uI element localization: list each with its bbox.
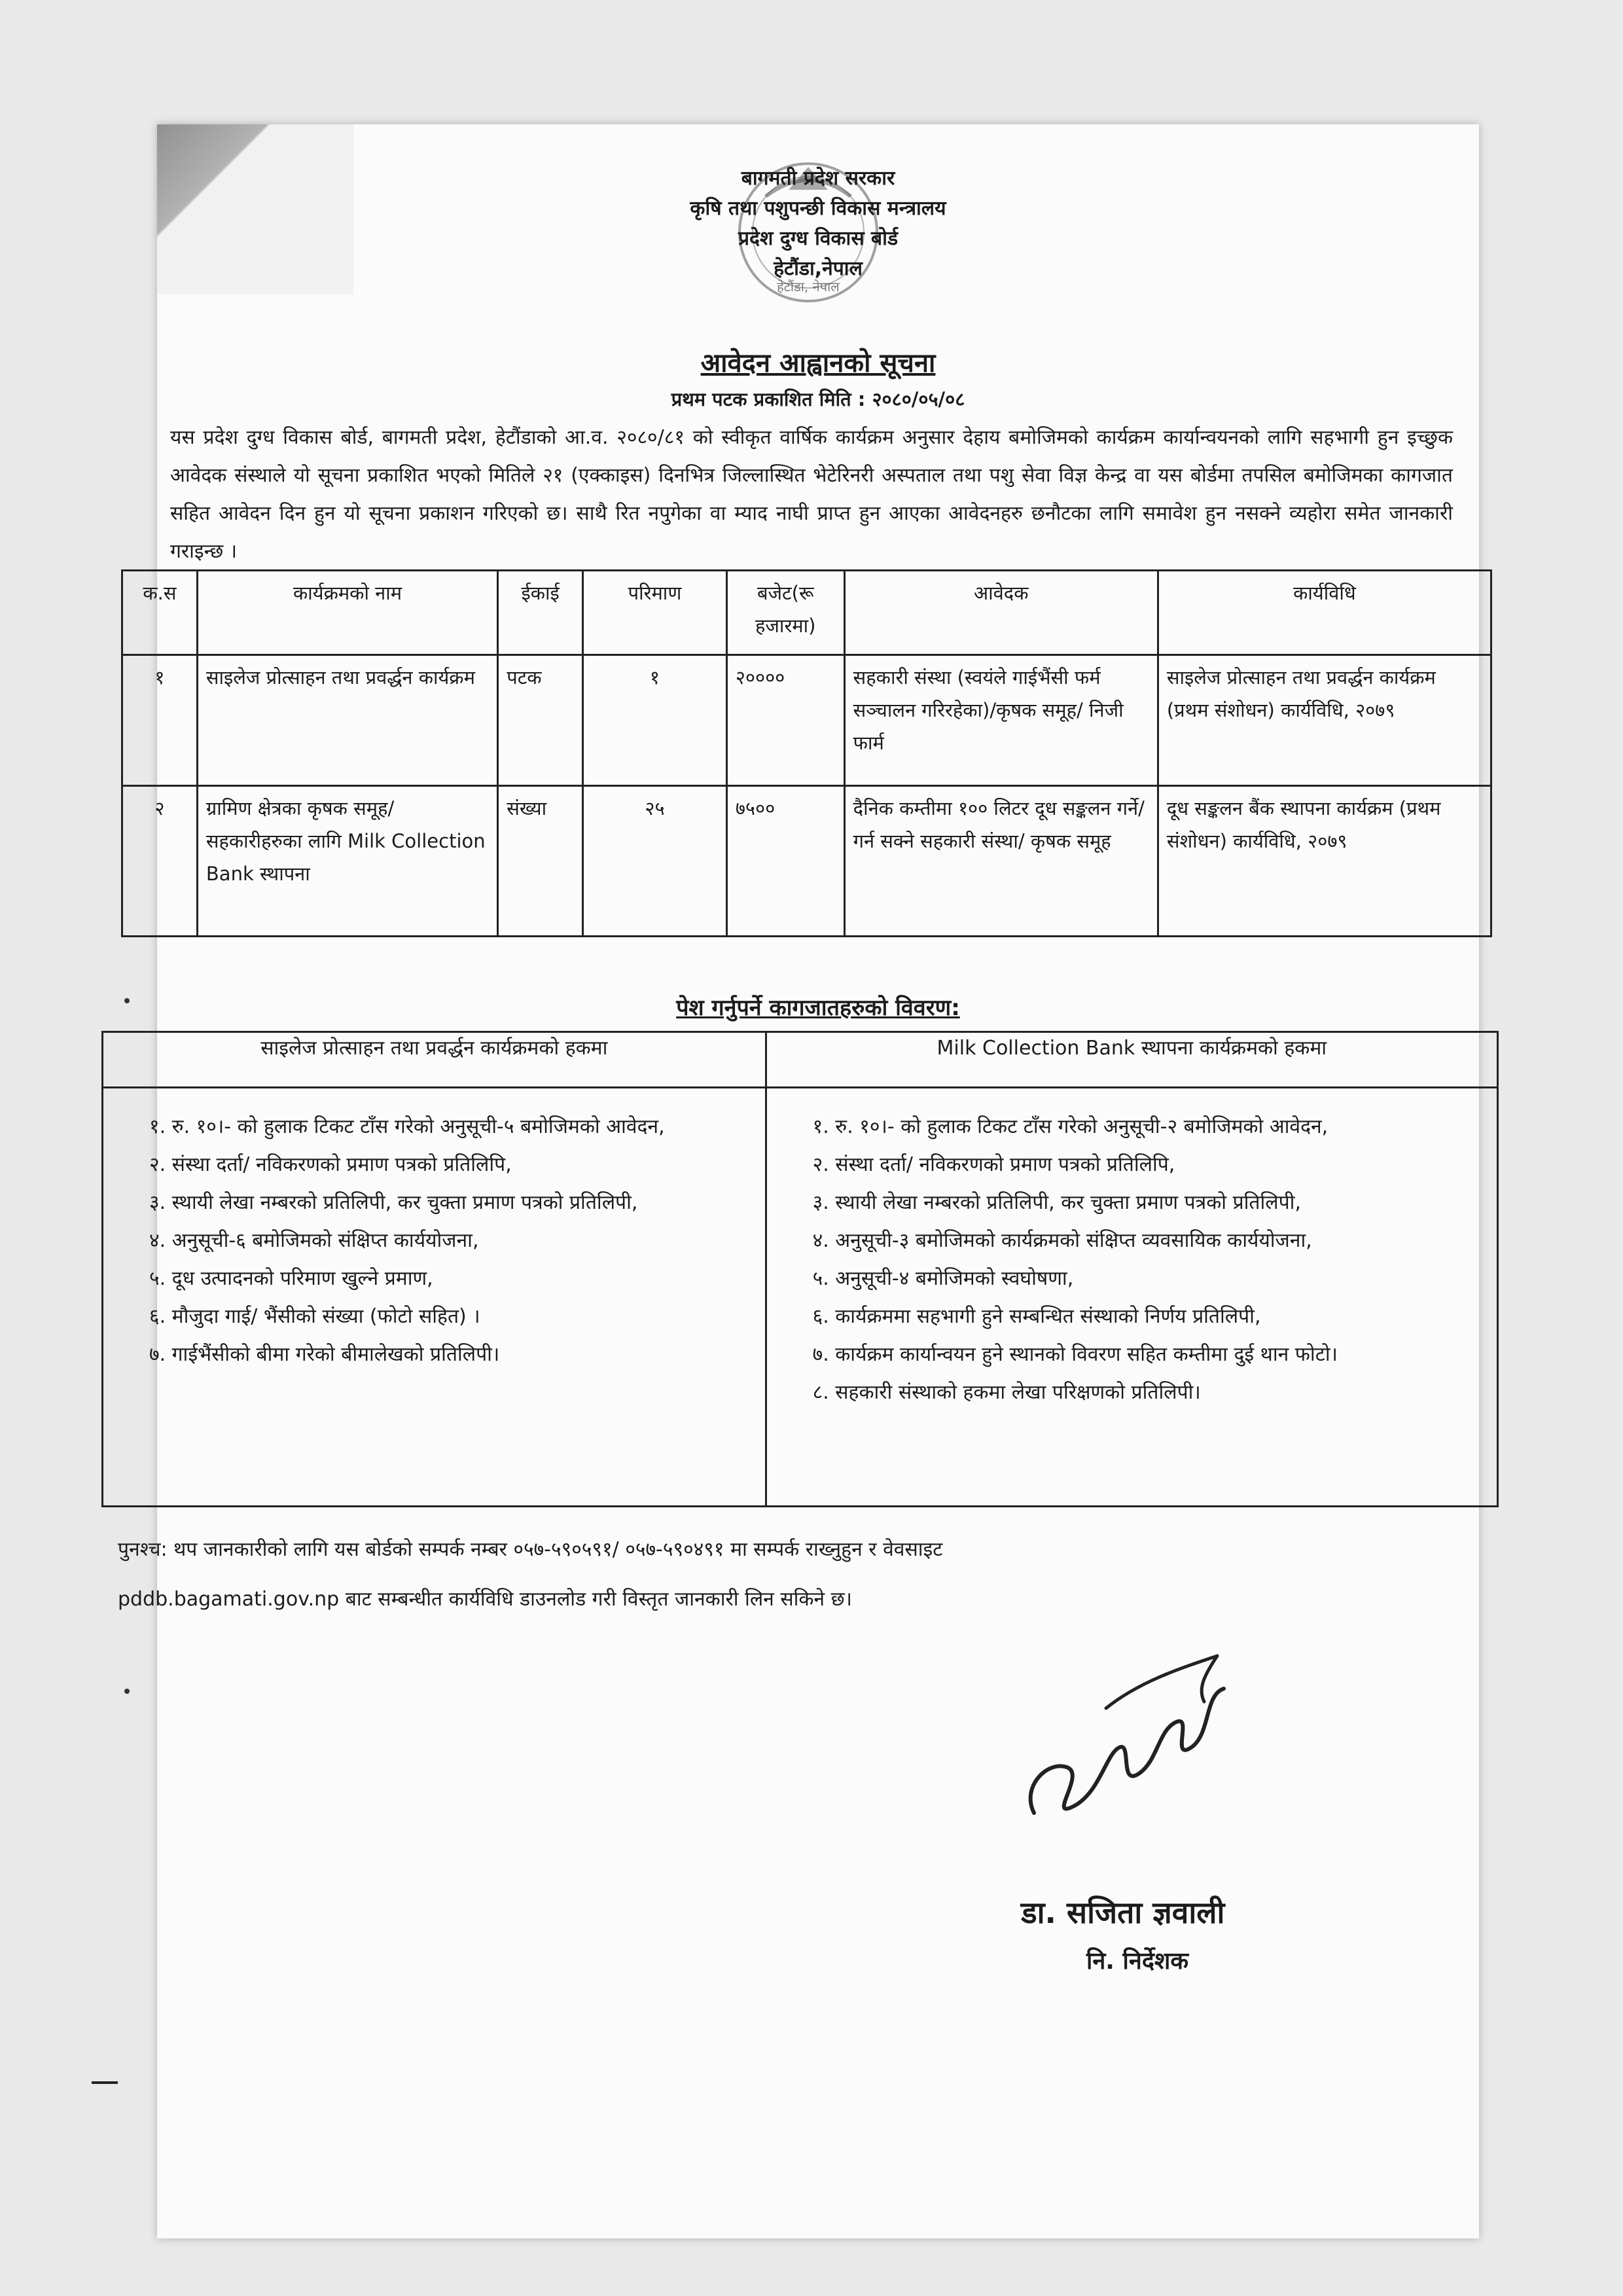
col-header-procedure: कार्यविधि xyxy=(1158,571,1491,655)
list-item: ४. अनुसूची-३ बमोजिमको कार्यक्रमको संक्षिप्त व्यवसायिक कार्ययोजना, xyxy=(812,1229,1312,1252)
documents-table xyxy=(101,1031,1499,1507)
row-budget: २०००० xyxy=(726,655,844,786)
list-item: ८. सहकारी संस्थाको हकमा लेखा परिक्षणको प्रतिलिपी। xyxy=(812,1381,1201,1404)
signatory-name: डा. सजिता ज्ञवाली xyxy=(1021,1895,1225,1930)
documents-left-header: साइलेज प्रोत्साहन तथा प्रवर्द्धन कार्यक्रमको हकमा xyxy=(103,1032,766,1088)
silage-documents-list xyxy=(149,1108,745,1374)
list-item: १. रु. १०।- को हुलाक टिकट टाँस गरेको अनुसूची-५ बमोजिमको आवेदन, xyxy=(149,1115,665,1138)
signatory-designation: नि. निर्देशक xyxy=(1086,1948,1189,1975)
milk-bank-documents xyxy=(766,1088,1497,1507)
list-item: ३. स्थायी लेखा नम्बरको प्रतिलिपी, कर चुक्ता प्रमाण पत्रको प्रतिलिपी, xyxy=(149,1191,638,1214)
row-unit: संख्या xyxy=(498,786,583,937)
list-item: १. रु. १०।- को हुलाक टिकट टाँस गरेको अनुसूची-२ बमोजिमको आवेदन, xyxy=(812,1115,1329,1138)
documents-table-body xyxy=(103,1088,1498,1507)
col-header-applicant: आवेदक xyxy=(844,571,1158,655)
col-header-name: कार्यक्रमको नाम xyxy=(197,571,497,655)
documents-right-header: Milk Collection Bank स्थापना कार्यक्रमको हकमा xyxy=(766,1032,1497,1088)
row-qty: १ xyxy=(583,655,727,786)
postscript-line-1: पुनश्च: थप जानकारीको लागि यस बोर्डको सम्पर्क नम्बर ०५७-५९०५९१/ ०५७-५९०४९१ मा सम्पर्क राख्नुहुन र वेवसाइट xyxy=(118,1538,943,1561)
documents-table-header xyxy=(103,1032,1498,1088)
list-item: ६. मौजुदा गाई/ भैंसीको संख्या (फोटो सहित) । xyxy=(149,1305,480,1328)
letterhead-line-2: कृषि तथा पशुपन्छी विकास मन्त्रालय xyxy=(690,197,946,220)
table-row xyxy=(122,655,1491,786)
margin-mark xyxy=(92,2081,118,2084)
list-item: ६. कार्यक्रममा सहभागी हुने सम्बन्धित संस्थाको निर्णय प्रतिलिपी, xyxy=(812,1305,1261,1328)
notice-title: आवेदन आह्वानको सूचना xyxy=(700,348,936,378)
intro-paragraph: यस प्रदेश दुग्ध विकास बोर्ड, बागमती प्रदेश, हेटौंडाको आ.व. २०८०/८१ को स्वीकृत वार्षिक कार्यक्रम अनुसार देहाय बमोजिमको कार्यक्रम कार्यान्वयनको लागि सहभागी हुन इच्छुक आवेदक संस्थाले यो सूचना प्रकाशित भएको मितिले २१ (एक्काइस) दिनभित्र जिल्लास्थित भेटेरिनरी अस्पताल तथा पशु सेवा विज्ञ केन्द्र वा यस बोर्डमा तपसिल बमोजिमका कागजात सहित आवेदन दिन हुन यो सूचना प्रकाशन गरिएको छ। साथै रित नपुगेका वा म्याद नाघी प्राप्त हुन आएका आवेदनहरु छनौटका लागि समावेश हुन नसक्ने व्यहोरा समेत जानकारी गराइन्छ । xyxy=(170,426,1453,563)
list-item: २. संस्था दर्ता/ नविकरणको प्रमाण पत्रको प्रतिलिपि, xyxy=(149,1153,512,1176)
milk-bank-documents-list xyxy=(813,1108,1477,1412)
col-header-qty: परिमाण xyxy=(583,571,727,655)
row-qty: २५ xyxy=(583,786,727,937)
list-item: ३. स्थायी लेखा नम्बरको प्रतिलिपी, कर चुक्ता प्रमाण पत्रको प्रतिलिपी, xyxy=(812,1191,1301,1214)
postscript xyxy=(118,1525,1505,1624)
postscript-line-2: pddb.bagamati.gov.np बाट सम्बन्धीत कार्यविधि डाउनलोड गरी विस्तृत जानकारी लिन सकिने छ। xyxy=(118,1588,853,1611)
row-name: साइलेज प्रोत्साहन तथा प्रवर्द्धन कार्यक्रम xyxy=(197,655,497,786)
list-item: ४. अनुसूची-६ बमोजिमको संक्षिप्त कार्ययोजना, xyxy=(149,1229,479,1252)
list-item: २. संस्था दर्ता/ नविकरणको प्रमाण पत्रको प्रतिलिपि, xyxy=(812,1153,1175,1176)
row-procedure: दूध सङ्कलन बैंक स्थापना कार्यक्रम (प्रथम संशोधन) कार्यविधि, २०७९ xyxy=(1158,786,1491,937)
documents-title: पेश गर्नुपर्ने कागजातहरुको विवरण: xyxy=(676,995,960,1021)
list-item: ५. दूध उत्पादनको परिमाण खुल्ने प्रमाण, xyxy=(149,1267,433,1290)
signature-icon xyxy=(1008,1630,1243,1839)
silage-documents xyxy=(103,1088,766,1507)
col-header-budget: बजेट(रू हजारमा) xyxy=(726,571,844,655)
row-budget: ७५०० xyxy=(726,786,844,937)
publication-date: प्रथम पटक प्रकाशित मिति : २०८०/०५/०८ xyxy=(671,388,965,410)
list-item: ५. अनुसूची-४ बमोजिमको स्वघोषणा, xyxy=(812,1267,1074,1290)
notice-page xyxy=(118,124,1479,2238)
table-row xyxy=(122,786,1491,937)
row-name: ग्रामिण क्षेत्रका कृषक समूह/सहकारीहरुका लागि Milk Collection Bank स्थापना xyxy=(197,786,497,937)
list-item: ७. कार्यक्रम कार्यान्वयन हुने स्थानको विवरण सहित कम्तीमा दुई थान फोटो। xyxy=(812,1343,1338,1366)
speck xyxy=(124,1689,130,1694)
speck xyxy=(124,998,130,1003)
seal-text: हेटौंडा, नेपाल xyxy=(777,279,840,295)
letterhead-line-3: प्रदेश दुग्ध विकास बोर्ड xyxy=(738,227,899,250)
row-applicant: दैनिक कम्तीमा १०० लिटर दूध सङ्कलन गर्ने/ गर्न सक्ने सहकारी संस्था/ कृषक समूह xyxy=(844,786,1158,937)
row-applicant: सहकारी संस्था (स्वयंले गाईभैंसी फर्म सञ्चालन गरिरहेका)/कृषक समूह/ निजी फार्म xyxy=(844,655,1158,786)
program-table-header xyxy=(122,571,1491,655)
row-sn: १ xyxy=(122,655,198,786)
col-header-unit: ईकाई xyxy=(498,571,583,655)
list-item: ७. गाईभैंसीको बीमा गरेको बीमालेखको प्रतिलिपी। xyxy=(149,1343,500,1366)
program-table xyxy=(121,569,1492,937)
row-sn: २ xyxy=(122,786,198,937)
letterhead-line-4: हेटौंडा,नेपाल xyxy=(774,257,863,280)
col-header-sn: क.स xyxy=(122,571,198,655)
letterhead xyxy=(157,164,1479,284)
row-unit: पटक xyxy=(498,655,583,786)
row-procedure: साइलेज प्रोत्साहन तथा प्रवर्द्धन कार्यक्रम (प्रथम संशोधन) कार्यविधि, २०७९ xyxy=(1158,655,1491,786)
letterhead-line-1: बागमती प्रदेश सरकार xyxy=(741,167,895,190)
